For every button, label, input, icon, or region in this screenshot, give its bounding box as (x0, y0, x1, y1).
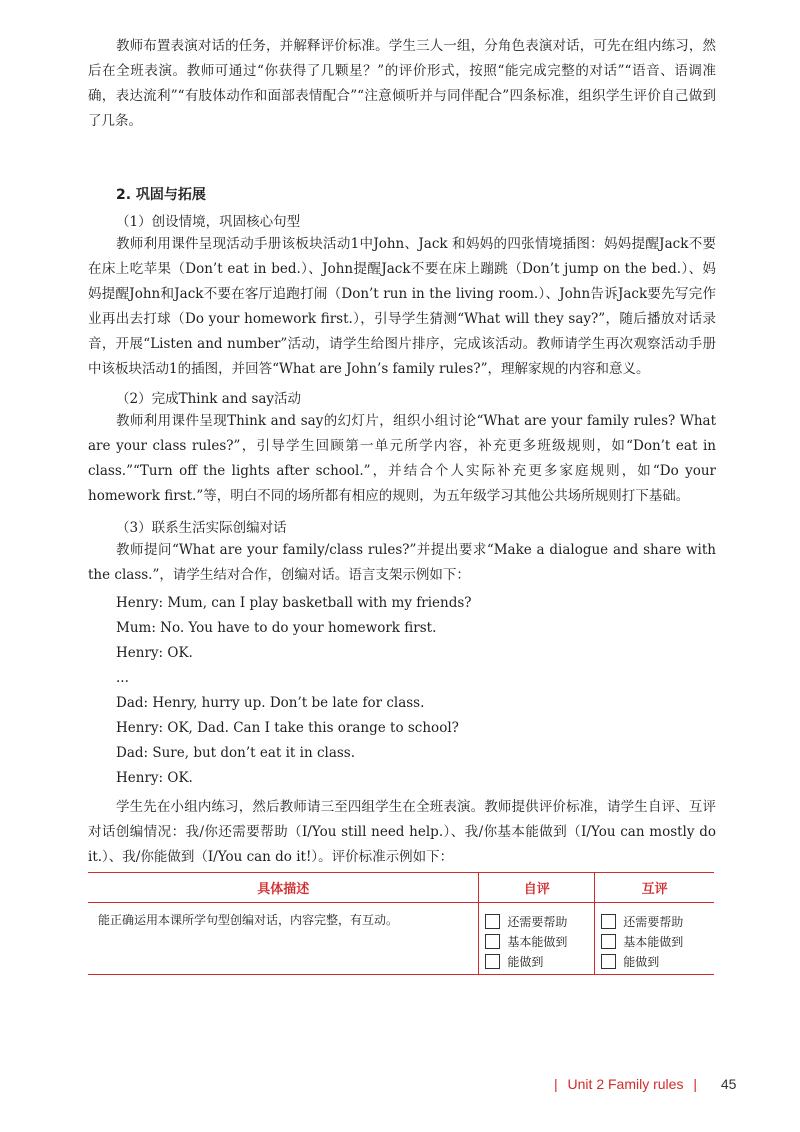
footer-divider: | (554, 1076, 558, 1092)
self-eval-options (479, 903, 595, 975)
self-option-need-help[interactable]: 还需要帮助 (485, 911, 593, 931)
intro-paragraph: 教师布置表演对话的任务，并解释评价标准。学生三人一组，分角色表演对话，可先在组内练习，然后在全班表演。教师可通过“你获得了几颗星？”的评价形式，按照“能完成完整的对话”“语音、语调准确，表达流利”“有肢体动作和面部表情配合”“注意倾听并与同伴配合”四条标准，组织学生评价自己做到了几条。 (88, 38, 716, 129)
subsection-heading-2: （2）完成Think and say活动 (116, 391, 302, 407)
dialogue-line: Dad: Sure, but don’t eat it in class. (116, 745, 356, 761)
checkbox[interactable] (601, 934, 616, 949)
criterion-description: 能正确运用本课所学句型创编对话，内容完整，有互动。 (88, 903, 479, 975)
peer-option-mostly[interactable]: 基本能做到 (601, 931, 713, 951)
footer-unit-title: Unit 2 Family rules (567, 1076, 684, 1092)
page-number: 45 (720, 1076, 737, 1092)
paragraph-evaluation: 学生先在小组内练习，然后教师请三至四组学生在全班表演。教师提供评价标准，请学生自评、互评对话创编情况：我/你还需要帮助（I/You still need help.）、我/你基本能做到（I/You can mostly do it.）、我/你能做到（I/You can do it!）。评价标准示例如下： (88, 799, 716, 865)
paragraph-dialogue-task: 教师提问“What are your family/class rules?”并提出要求“Make a dialogue and share with the class.”，请学生结对合作，创编对话。语言支架示例如下： (88, 542, 716, 583)
dialogue-line: Henry: OK. (116, 770, 193, 786)
dialogue-ellipsis: ... (116, 670, 129, 686)
header-description: 具体描述 (88, 873, 479, 903)
peer-option-need-help[interactable]: 还需要帮助 (601, 911, 713, 931)
page-footer (548, 1076, 736, 1092)
header-peer-eval: 互评 (595, 873, 714, 903)
table-row (88, 903, 714, 975)
footer-divider: | (693, 1076, 697, 1092)
evaluation-table (88, 872, 714, 975)
table-header-row (88, 873, 714, 903)
self-option-mostly[interactable]: 基本能做到 (485, 931, 593, 951)
dialogue-line: Henry: OK, Dad. Can I take this orange to school? (116, 720, 459, 736)
checkbox[interactable] (485, 934, 500, 949)
checkbox[interactable] (485, 914, 500, 929)
subsection-heading-1: （1）创设情境，巩固核心句型 (116, 214, 301, 230)
dialogue-line: Mum: No. You have to do your homework first. (116, 620, 437, 636)
self-option-can-do[interactable]: 能做到 (485, 951, 593, 971)
subsection-heading-3: （3）联系生活实际创编对话 (116, 520, 287, 536)
peer-option-can-do[interactable]: 能做到 (601, 951, 713, 971)
checkbox[interactable] (601, 914, 616, 929)
dialogue-line: Henry: Mum, can I play basketball with my friends? (116, 595, 472, 611)
dialogue-line: Henry: OK. (116, 645, 193, 661)
checkbox[interactable] (601, 954, 616, 969)
header-self-eval: 自评 (479, 873, 595, 903)
checkbox[interactable] (485, 954, 500, 969)
peer-eval-options (595, 903, 714, 975)
dialogue-line: Dad: Henry, hurry up. Don’t be late for class. (116, 695, 425, 711)
paragraph-core-sentences: 教师利用课件呈现活动手册该板块活动1中John、Jack 和妈妈的四张情境插图：妈妈提醒Jack不要在床上吃苹果（Don’t eat in bed.）、John提醒Jack不要在床上蹦跳（Don’t jump on the bed.）、妈妈提醒John和Jack不要在客厅追跑打闹（Don’t run in the living room.）、John告诉Jack要先写完作业再出去打球（Do your homework first.），引导学生猜测“What will they say?”，随后播放对话录音，开展“Listen and number”活动，请学生给图片排序，完成该活动。教师请学生再次观察活动手册中该板块活动1的插图，并回答“What are John’s family rules?”，理解家规的内容和意义。 (88, 236, 716, 377)
section-heading-consolidate: 2. 巩固与拓展 (116, 187, 206, 203)
paragraph-think-and-say: 教师利用课件呈现Think and say的幻灯片，组织小组讨论“What are your family rules? What are your class rules?”，引导学生回顾第一单元所学内容，补充更多班级规则，如“Don’t eat in class.”“Turn off the lights after school.”，并结合个人实际补充更多家庭规则，如“Do your homework first.”等，明白不同的场所都有相应的规则，为五年级学习其他公共场所规则打下基础。 (88, 413, 716, 504)
